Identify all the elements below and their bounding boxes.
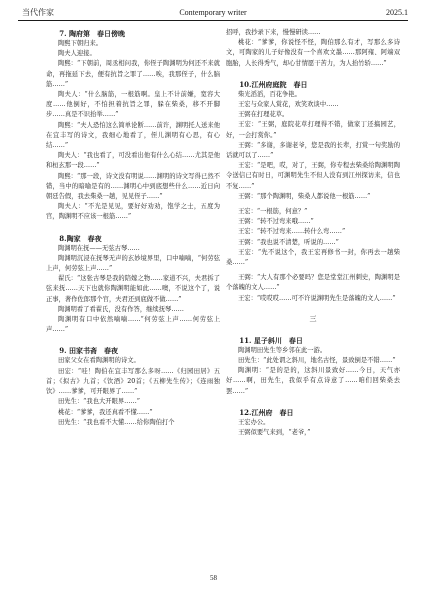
page-header [18,6,408,20]
paragraph: 田先生：“我也看不大懂……给你陶伯打个 [57,418,175,426]
spacer [226,304,400,314]
paragraph: 柴光滔滔，百花争艳。 [237,90,301,98]
paragraph: 王宏：“是吧，哎，对了，王弼，你专程去柴桑给陶渊明陶令送信已有时日，可渊明先生不但人没有到江州探访来，信也不复……” [226,162,400,190]
paragraph: 陶夫人迎接。 [57,50,96,58]
spacer [226,397,400,407]
page-number: 58 [210,574,217,582]
spacer [226,325,400,335]
paragraph: 王弼似要气来到，“老爷，” [237,429,311,437]
spacer [46,223,220,233]
paragraph: 桃花：“爹爹，我还真看不懂……” [57,408,153,416]
paragraph: 王宏办公。 [237,418,270,426]
scene-heading: 9. 田家书斋 春夜 [59,346,119,356]
paragraph: 王弼在打理花草。 [237,111,289,119]
paragraph: 王弼：“多谢，多谢老爷，您是我的长辈，打赏一句奖励的话就可以了……” [226,141,400,160]
paragraph: 田宏：“哇！陶伯在宜丰写那么多呀……《归园田居》五首；《拟古》九首；《饮酒》20首；《五柳先生传》；《连雨独饮》……爹爹，可开眼界了……” [46,367,220,396]
paragraph: 陶夫人：“我也看了，可没看出他有什么心结……尤其是他和桓玄那一段……” [46,152,220,170]
journal-english-name: Contemporary writer [179,8,247,17]
paragraph: 陶夫人：“什么脑筋，一根筋啊。皇上不计前嫌，宽容大度……他倒好，不怕担着抗旨之罪，躲在柴桑，移不开脚步……真是不识抬举……” [46,91,220,119]
section-number: 三 [309,314,317,323]
paragraph: 王宏：“先不说这个，我王宏再修书一封，你再去一趟柴桑……” [226,248,400,267]
paragraph: 招呼，我抄录下来，慢慢研读…… [226,29,321,36]
spacer [46,335,220,345]
paragraph: 翟氏：“这张古琴是我的陪嫁之物……家道不兴，夫君拆了弦来抚……天下也就你陶渊明能如此……噢，不说这个了，说正事，著作佐郎那个官，夫君还到底做不做……” [46,275,220,303]
right-text-column [226,28,400,438]
paragraph: 王弼：“大人有那个必要吗？您是堂堂江州刺史，陶渊明是个落魄的文人……” [226,274,400,292]
paragraph: 陶渊明有口中依然喃喃……“何劳弦上声……何劳弦上声……” [46,316,220,334]
paragraph: 王宏与众家人赏花，欢笑欢谈中…… [237,101,339,109]
scene-heading: 7. 陶府第 春日傍晚 [59,29,126,38]
paragraph: 田家父女在看陶渊明的诗文。 [57,357,140,365]
paragraph: 陶熙：“那一段，诗文没有明说……渊明的诗文写得已然不错，当中的暗喻是有的……渊明心中到底想些什么……近日向朝廷告假，我去柴桑一趟，见见侄子……” [46,172,220,201]
paragraph: 陶渊明看了看翟氏，没有作答，继续抚琴…… [57,305,184,313]
paragraph: 陶渊明在抚——无弦古琴…… [57,244,140,252]
paragraph: 陶渊明田先生等乡邻在此一游。 [237,346,327,354]
spacer [226,69,400,79]
paragraph: 桃花：“爹爹，你说怪不怪，陶伯那么有才，写那么多诗文，可陶家的儿子好像没有一个喜欢文墨……那阿雍、阿端双胞胎，人长得秀气，却心甘情愿干苦力，为人抬竹轿……” [226,39,400,67]
paragraph: 王弼：“那个陶渊明，柴桑人都说他一根筋……” [237,192,371,200]
scene-heading: 12.江州府 春日 [239,407,294,417]
paragraph: 王宏：“转不过弯来……转什么弯……” [237,228,346,236]
paragraph: 王弼：“转不过弯来哦……” [237,218,314,226]
paragraph: 王宏：“哎哎哎……可不许说渊明先生是落魄的文人……” [237,294,396,302]
paragraph: 陶熙：“下朝前，周丞相问我，你侄子陶渊明为何还不来就命，再拖延下去，便有抗旨之罪了……唉，我那侄子，什么脑筋……” [46,60,220,88]
scene-heading: 11. 星子斜川 春日 [239,335,303,345]
scene-heading: 8.陶家 春夜 [59,233,102,243]
paragraph: 陶渊明：“是的是的，这斜川景致好……今日，天气亦好……啊，田先生，我似乎有点诗意了……咱们回柴桑去罢……” [226,367,400,395]
paragraph: 王弼：“我也说不清楚，听说的……” [237,238,339,246]
paragraph: 田先生：“此处谓之斜川，地名古怪，景致倒是不错……” [237,357,396,365]
journal-name: 当代作家 [22,8,54,17]
paragraph: 王宏：“王弼，庭院花草打理得不错，做家丁还搞园艺，好，一会打赏你。” [226,121,400,139]
issue-number: 2025.1 [386,8,408,17]
paragraph: 陶熙：“夫人恐怕这么简单论断……前许，渊明托人送来他在宜丰写的诗文，我细心地看了，侄儿渊明有心思，有心结……” [46,121,220,150]
left-text-column [46,28,220,428]
scene-heading: 10.江州府庭院 春日 [239,79,308,89]
paragraph: 田先生：“我也大开眼界……” [57,398,140,406]
paragraph: 陶渊明沉浸在抚琴无声的玄妙境界里，口中喃喃，“何劳弦上声，何劳弦上声……” [46,254,220,273]
paragraph: 陶熙下朝归来。 [57,40,103,47]
paragraph: 陶夫人：“不光是见见，要好好劝劝，饱学之士，五度为官，陶渊明不应该一根筋……” [46,203,220,221]
header-rule [18,20,408,21]
paragraph: 王宏：“一根筋，何意？” [237,208,308,216]
